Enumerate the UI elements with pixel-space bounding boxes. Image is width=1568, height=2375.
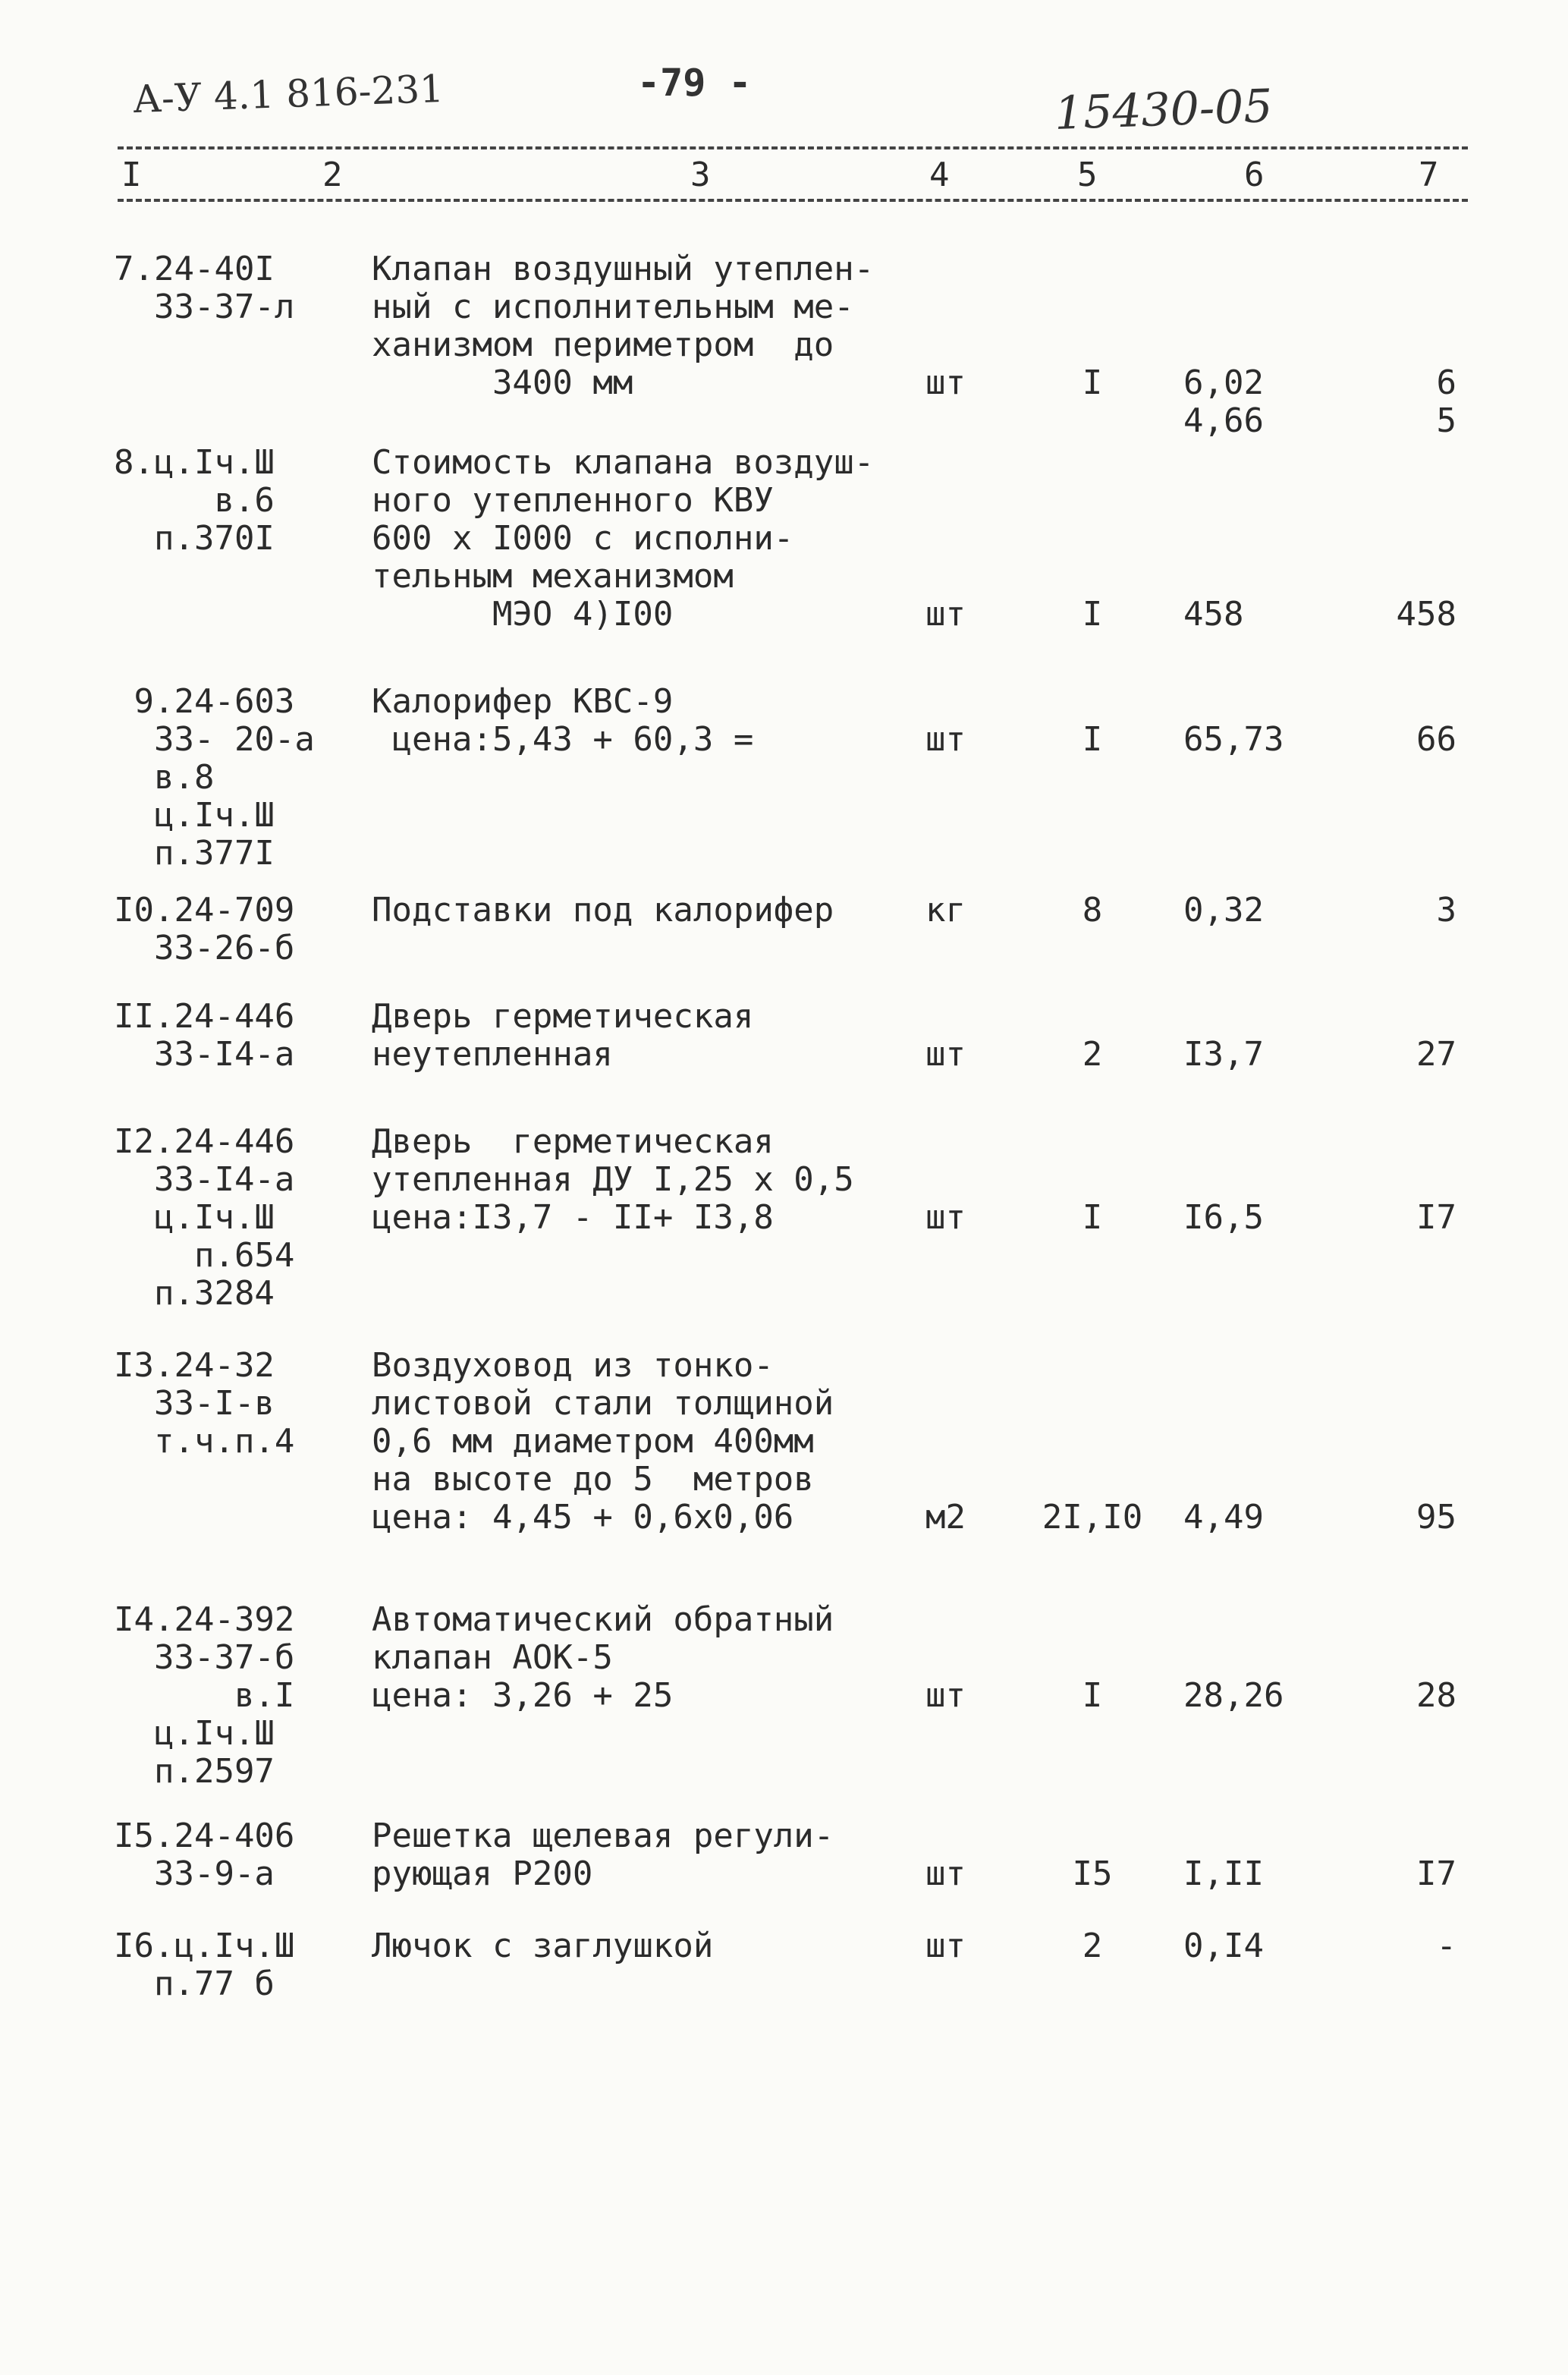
row-description-line: ного утепленного КВУ	[372, 481, 774, 520]
row-unit: м2	[925, 1498, 966, 1537]
row-quantity: I	[1082, 595, 1103, 634]
row-description	[372, 1817, 834, 1893]
row-code-line: I2.24-446	[114, 1122, 295, 1161]
row-total	[1350, 1499, 1456, 1537]
row-description-line: Калорифер КВС-9	[372, 682, 674, 721]
row-description-line: на высоте до 5 метров	[372, 1460, 814, 1499]
row-code-line: в.8	[114, 758, 215, 797]
row-unit: шт	[925, 1927, 966, 1965]
row-code-line: I5.24-406	[114, 1817, 295, 1855]
row-unit: шт	[925, 1035, 966, 1074]
column-number-1: I	[121, 156, 142, 194]
row-code-line: II.24-446	[114, 997, 295, 1036]
row-code	[114, 892, 294, 967]
row-code-line: п.370I	[114, 519, 275, 558]
row-unit-price	[1183, 1855, 1335, 1893]
row-total-line: 95	[1416, 1498, 1456, 1537]
row-description-line: Стоимость клапана воздуш-	[372, 443, 875, 482]
row-description-line: листовой стали толщиной	[372, 1384, 834, 1423]
row-code	[114, 444, 275, 558]
row-description-line: Решетка щелевая регули-	[372, 1817, 834, 1855]
row-code-line: 33-I4-а	[114, 1035, 295, 1074]
row-quantity: 8	[1082, 891, 1103, 930]
row-code-line: т.ч.п.4	[114, 1422, 295, 1461]
row-total-line: 27	[1416, 1035, 1456, 1074]
column-number-7: 7	[1419, 156, 1439, 194]
row-description-line: цена: 3,26 + 25	[372, 1676, 674, 1715]
row-code	[114, 1123, 294, 1313]
row-description-line: 3400 мм	[372, 363, 633, 402]
row-total	[1350, 1036, 1456, 1074]
column-number-2: 2	[322, 156, 343, 194]
row-unit-price-line: 0,32	[1183, 891, 1264, 930]
header-left-reference: А-У 4.1 816-231	[132, 66, 445, 122]
row-total	[1350, 1199, 1456, 1237]
row-unit: шт	[925, 1676, 966, 1715]
row-unit-price-line: 458	[1183, 595, 1244, 634]
row-code-line: 33-I4-а	[114, 1160, 295, 1199]
row-description-line: ный с исполнительным ме-	[372, 288, 854, 326]
row-code-line: 9.24-603	[114, 682, 295, 721]
row-unit-price-line: I,II	[1183, 1854, 1264, 1893]
row-quantity: I	[1082, 1198, 1103, 1237]
row-total	[1350, 364, 1456, 440]
row-total-line: I7	[1416, 1854, 1456, 1893]
row-code-line: 33-37-б	[114, 1638, 295, 1677]
row-code	[114, 1817, 294, 1893]
row-total	[1350, 596, 1456, 634]
row-quantity: I5	[1072, 1854, 1113, 1893]
row-description-line: Подставки под калорифер	[372, 891, 834, 930]
row-unit-price	[1183, 1036, 1335, 1074]
row-code	[114, 1927, 294, 2003]
row-total-line: 458	[1396, 595, 1456, 634]
row-unit-price-line: 65,73	[1183, 720, 1284, 759]
row-code	[114, 998, 294, 1074]
column-number-4: 4	[929, 156, 950, 194]
row-description	[372, 892, 834, 930]
row-description-line: Лючок с заглушкой	[372, 1927, 714, 1965]
row-unit-price	[1183, 1499, 1335, 1537]
header-right-reference: 15430-05	[1053, 80, 1274, 140]
row-unit: шт	[925, 363, 966, 402]
row-unit-price-line: 6,02	[1183, 363, 1264, 402]
row-total-line: 5	[1436, 401, 1456, 440]
row-unit: кг	[925, 891, 966, 930]
row-description-line: утепленная ДУ I,25 х 0,5	[372, 1160, 854, 1199]
row-description-line: неутепленная	[372, 1035, 613, 1074]
row-code-line: п.654	[114, 1236, 295, 1275]
row-code-line: ц.Iч.Ш	[114, 1714, 275, 1753]
row-unit-price-line: I6,5	[1183, 1198, 1264, 1237]
row-code-line: I0.24-709	[114, 891, 295, 930]
row-description-line: цена:I3,7 - II+ I3,8	[372, 1198, 774, 1237]
row-total	[1350, 1927, 1456, 1965]
row-unit-price	[1183, 1677, 1335, 1715]
column-number-3: 3	[690, 156, 711, 194]
row-code-line: 33-37-л	[114, 288, 295, 326]
row-code-line: 33- 20-а	[114, 720, 315, 759]
row-description	[372, 1347, 834, 1537]
row-total-line: I7	[1416, 1198, 1456, 1237]
row-code-line: в.6	[114, 481, 275, 520]
row-code-line: 33-9-а	[114, 1854, 275, 1893]
row-description	[372, 444, 874, 634]
row-code	[114, 1347, 294, 1461]
row-quantity: I	[1082, 720, 1103, 759]
row-code-line: п.2597	[114, 1752, 275, 1791]
row-code	[114, 1601, 294, 1791]
row-total	[1350, 1677, 1456, 1715]
row-total	[1350, 721, 1456, 759]
row-description-line: клапан АОК-5	[372, 1638, 613, 1677]
row-description	[372, 1601, 834, 1715]
row-description-line: 600 х I000 с исполни-	[372, 519, 794, 558]
row-quantity: 2	[1082, 1035, 1103, 1074]
row-description-line: Клапан воздушный утеплен-	[372, 250, 875, 288]
row-unit-price-line: I3,7	[1183, 1035, 1264, 1074]
row-total-line: -	[1436, 1927, 1456, 1965]
row-code-line: I6.ц.Iч.Ш	[114, 1927, 295, 1965]
row-total-line: 28	[1416, 1676, 1456, 1715]
row-unit: шт	[925, 1854, 966, 1893]
row-unit-price	[1183, 892, 1335, 930]
row-description	[372, 250, 874, 402]
row-description-line: рующая Р200	[372, 1854, 593, 1893]
row-code-line: ц.Iч.Ш	[114, 796, 275, 835]
row-code	[114, 683, 315, 873]
row-quantity: 2I,I0	[1042, 1498, 1143, 1537]
row-code-line: I4.24-392	[114, 1600, 295, 1639]
row-unit: шт	[925, 720, 966, 759]
row-description-line: 0,6 мм диаметром 400мм	[372, 1422, 814, 1461]
row-description	[372, 1927, 713, 1965]
row-code-line: п.377I	[114, 834, 275, 873]
row-quantity: 2	[1082, 1927, 1103, 1965]
row-unit-price-line: 28,26	[1183, 1676, 1284, 1715]
header-divider-bottom	[118, 199, 1468, 202]
row-total	[1350, 892, 1456, 930]
row-description-line: Воздуховод из тонко-	[372, 1346, 774, 1385]
row-description-line: цена: 4,45 + 0,6х0,06	[372, 1498, 794, 1537]
row-total	[1350, 1855, 1456, 1893]
row-code-line: 33-I-в	[114, 1384, 275, 1423]
row-unit: шт	[925, 1198, 966, 1237]
row-description-line: ханизмом периметром до	[372, 326, 834, 364]
row-description	[372, 1123, 854, 1237]
header-divider-top	[118, 146, 1468, 149]
row-description-line: Дверь герметическая	[372, 1122, 774, 1161]
column-number-5: 5	[1077, 156, 1098, 194]
row-code-line: 7.24-40I	[114, 250, 275, 288]
row-unit-price	[1183, 364, 1335, 440]
row-unit-price-line: 4,49	[1183, 1498, 1264, 1537]
row-description-line: Автоматический обратный	[372, 1600, 834, 1639]
row-code-line: ц.Iч.Ш	[114, 1198, 275, 1237]
row-unit-price-line: 4,66	[1183, 401, 1264, 440]
row-total-line: 3	[1436, 891, 1456, 930]
row-code-line: I3.24-32	[114, 1346, 275, 1385]
row-code	[114, 250, 294, 326]
row-description-line: Дверь герметическая	[372, 997, 754, 1036]
row-unit-price	[1183, 1199, 1335, 1237]
row-unit-price	[1183, 596, 1335, 634]
row-total-line: 66	[1416, 720, 1456, 759]
row-code-line: в.I	[114, 1676, 295, 1715]
row-quantity: I	[1082, 1676, 1103, 1715]
column-number-6: 6	[1244, 156, 1265, 194]
row-description-line: тельным механизмом	[372, 557, 734, 596]
row-code-line: 8.ц.Iч.Ш	[114, 443, 275, 482]
row-total-line: 6	[1436, 363, 1456, 402]
row-unit: шт	[925, 595, 966, 634]
row-quantity: I	[1082, 363, 1103, 402]
row-code-line: 33-26-б	[114, 929, 295, 967]
row-unit-price-line: 0,I4	[1183, 1927, 1264, 1965]
row-description-line: МЭО 4)I00	[372, 595, 674, 634]
page-number: -79 -	[637, 61, 752, 105]
row-unit-price	[1183, 721, 1335, 759]
row-unit-price	[1183, 1927, 1335, 1965]
row-code-line: п.3284	[114, 1274, 275, 1313]
row-description	[372, 998, 753, 1074]
row-description-line: цена:5,43 + 60,3 =	[372, 720, 754, 759]
row-code-line: п.77 б	[114, 1964, 275, 2003]
row-description	[372, 683, 753, 759]
